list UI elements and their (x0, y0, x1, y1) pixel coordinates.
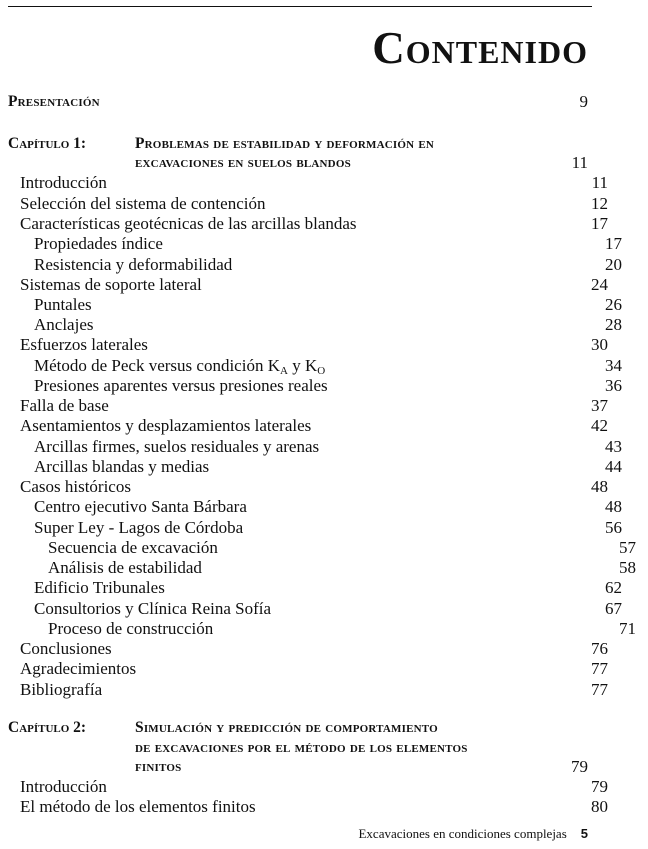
toc-entry-page: 77 (591, 659, 608, 678)
toc-entry[interactable] (0, 639, 620, 659)
chapter-number: Capítulo 1: (8, 135, 87, 152)
toc-entry-page: 48 (591, 477, 608, 496)
toc-entry-page: 26 (605, 295, 622, 314)
toc-entry[interactable] (0, 315, 634, 335)
toc-entry[interactable] (0, 214, 620, 234)
label-text: y K (287, 356, 318, 375)
toc-entry-page: 79 (571, 757, 588, 776)
chapter-1-heading[interactable] (0, 134, 600, 154)
toc-entry-label: Conclusiones (20, 639, 112, 658)
toc-entry-label: Falla de base (20, 396, 109, 415)
toc-entry[interactable] (0, 234, 634, 254)
toc-entry-label: Presentación (8, 93, 100, 110)
toc-entry-label: Sistemas de soporte lateral (20, 275, 202, 294)
toc-entry[interactable] (0, 396, 620, 416)
toc-entry-page: 77 (591, 680, 608, 699)
toc-entry-label: Bibliografía (20, 680, 103, 699)
chapter-title-line-3: finitos (135, 758, 182, 775)
toc-entry-page: 48 (605, 497, 622, 516)
toc-entry[interactable] (0, 376, 634, 396)
subscript-o: O (317, 365, 326, 377)
toc-entry-page: 76 (591, 639, 608, 658)
page-number: 5 (580, 826, 588, 841)
toc-entry[interactable] (0, 797, 620, 817)
toc-entry-page: 56 (605, 518, 622, 537)
toc-entry[interactable] (0, 255, 634, 275)
toc-entry[interactable] (0, 578, 634, 598)
toc-entry-label: Anclajes (34, 315, 94, 334)
toc-entry-page: 11 (591, 173, 608, 192)
toc-entry[interactable] (0, 457, 634, 477)
toc-entry[interactable] (0, 599, 634, 619)
toc-entry-page: 44 (605, 457, 622, 476)
toc-entry-label: Agradecimientos (20, 659, 137, 678)
toc-entry-page: 62 (605, 578, 622, 597)
toc-entry[interactable] (0, 194, 620, 214)
toc-entry[interactable] (0, 680, 620, 700)
subscript-a: A (279, 365, 288, 377)
toc-entry[interactable] (0, 558, 648, 578)
toc-entry-label: Presiones aparentes versus presiones reales (34, 376, 328, 395)
toc-entry[interactable] (0, 477, 620, 497)
toc-entry-label: Puntales (34, 295, 92, 314)
toc-entry-page: 30 (591, 335, 608, 354)
toc-entry-label: El método de los elementos finitos (20, 797, 256, 816)
toc-entry[interactable] (0, 416, 620, 436)
chapter-title-line-1: Problemas de estabilidad y deformación en (135, 135, 435, 152)
toc-entry-page: 28 (605, 315, 622, 334)
toc-entry-page: 11 (571, 153, 588, 172)
toc-entry-page: 17 (591, 214, 608, 233)
page-title: Contenido (372, 23, 588, 73)
chapter-1-heading-line-2 (0, 153, 600, 173)
toc-entry-page: 9 (579, 92, 588, 111)
toc-entry-label: Propiedades índice (34, 234, 163, 253)
toc-entry-page: 57 (619, 538, 636, 557)
toc-entry-label: Consultorios y Clínica Reina Sofía (34, 599, 272, 618)
toc-entry-page: 34 (605, 356, 622, 375)
toc-entry-page: 67 (605, 599, 622, 618)
toc-entry-label: Casos históricos (20, 477, 131, 496)
toc-entry[interactable] (0, 518, 634, 538)
toc-entry-label: Centro ejecutivo Santa Bárbara (34, 497, 247, 516)
toc-entry-label: Secuencia de excavación (48, 538, 218, 557)
toc-entry-label: Asentamientos y desplazamientos laterales (20, 416, 312, 435)
chapter-title-line-2: de excavaciones por el método de los elementos (135, 739, 468, 756)
toc-entry[interactable] (0, 619, 648, 639)
toc-entry-label: Arcillas blandas y medias (34, 457, 210, 476)
toc-entry-page: 12 (591, 194, 608, 213)
toc-entry-label: Edificio Tribunales (34, 578, 165, 597)
toc-entry-page: 80 (591, 797, 608, 816)
chapter-2-heading-line-3 (0, 757, 600, 777)
toc-entry-page: 17 (605, 234, 622, 253)
toc-entry-label: Características geotécnicas de las arcillas blandas (20, 214, 357, 233)
toc-entry-page: 71 (619, 619, 636, 638)
chapter-title-line-1: Simulación y predicción de comportamiento (135, 719, 438, 736)
toc-entry-page: 37 (591, 396, 608, 415)
footer-book-title: Excavaciones en condiciones complejas (358, 826, 567, 841)
page-footer (358, 826, 588, 842)
toc-entry[interactable] (0, 335, 620, 355)
toc-entry-label: Esfuerzos laterales (20, 335, 148, 354)
toc-entry[interactable] (0, 538, 648, 558)
toc-entry-label: Super Ley - Lagos de Córdoba (34, 518, 244, 537)
toc-entry-presentacion[interactable] (0, 92, 600, 112)
toc-entry-label: Introducción (20, 173, 107, 192)
toc-entry-label: Arcillas firmes, suelos residuales y arenas (34, 437, 320, 456)
toc-entry-label: Resistencia y deformabilidad (34, 255, 233, 274)
toc-entry-page: 58 (619, 558, 636, 577)
toc-entry-label: Proceso de construcción (48, 619, 214, 638)
toc-entry-page: 79 (591, 777, 608, 796)
toc-entry-page: 20 (605, 255, 622, 274)
toc-entry-page: 43 (605, 437, 622, 456)
toc-entry-page: 42 (591, 416, 608, 435)
label-text: Método de Peck versus condición K (34, 356, 280, 375)
toc-entry-page: 36 (605, 376, 622, 395)
toc-entry-label: Análisis de estabilidad (48, 558, 202, 577)
toc-entry[interactable] (0, 275, 620, 295)
chapter-2-heading[interactable] (0, 718, 600, 738)
toc-entry-page: 24 (591, 275, 608, 294)
chapter-2-heading-line-2 (0, 738, 600, 758)
chapter-number: Capítulo 2: (8, 719, 87, 736)
toc-entry[interactable] (0, 777, 620, 797)
toc-entry-label: Selección del sistema de contención (20, 194, 266, 213)
toc-entry[interactable] (0, 437, 634, 457)
toc-entry[interactable] (0, 173, 620, 193)
toc-entry-label: Introducción (20, 777, 107, 796)
toc-entry[interactable] (0, 295, 634, 315)
toc-entry[interactable] (0, 659, 620, 679)
toc-entry[interactable] (0, 497, 634, 517)
chapter-title-line-2: excavaciones en suelos blandos (135, 154, 351, 171)
